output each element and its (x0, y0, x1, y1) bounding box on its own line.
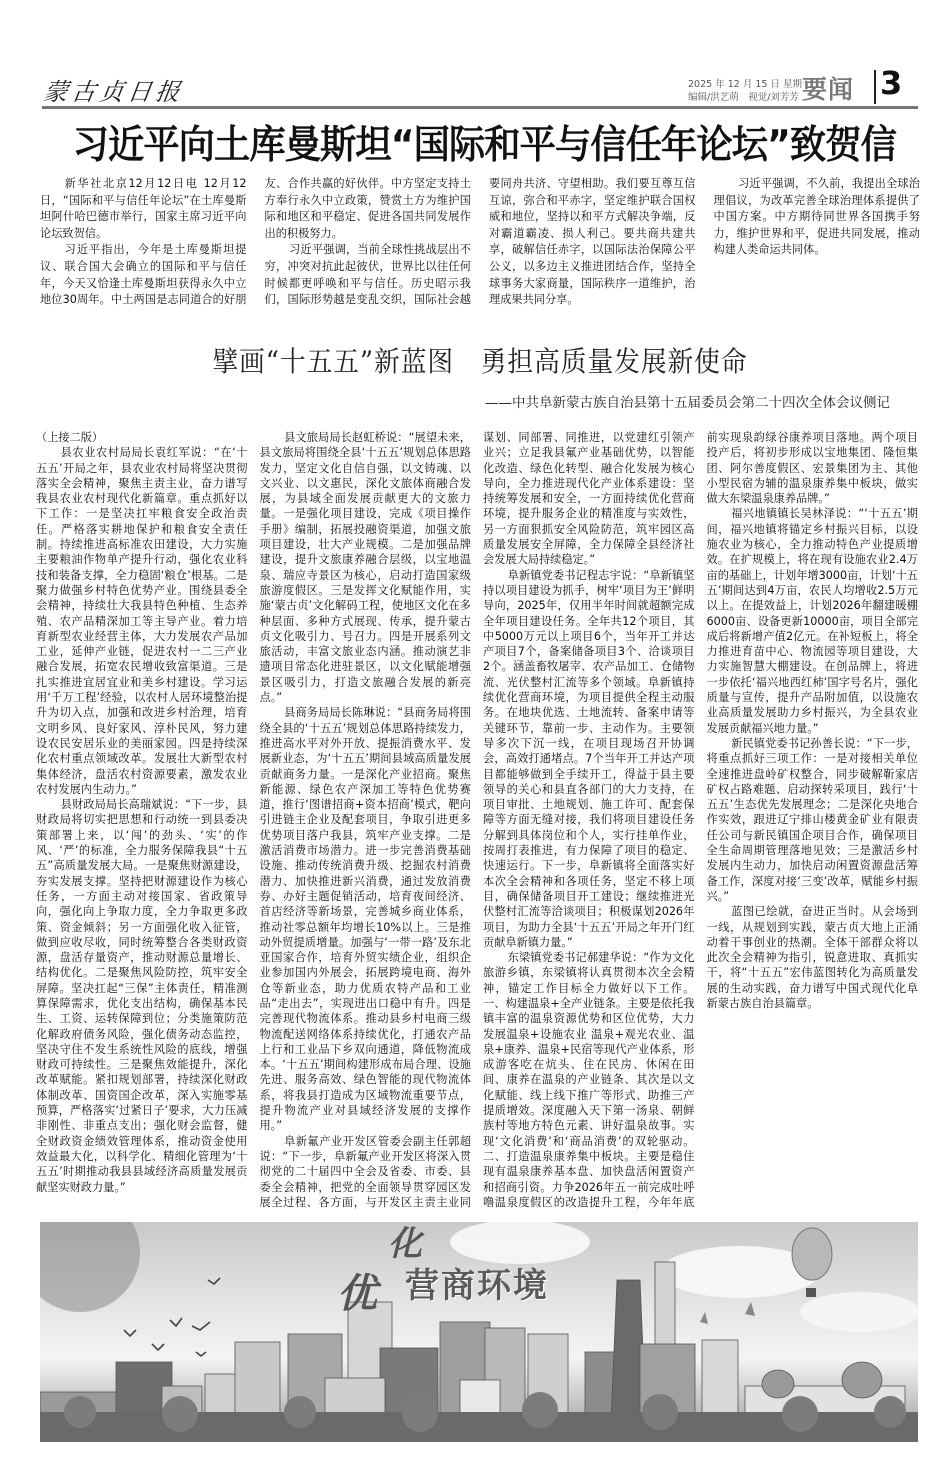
continued-from-note: （上接二版） (36, 431, 104, 444)
feature-article-body (36, 430, 918, 1220)
tree-foliage (40, 1222, 140, 1312)
feature-headline: 擘画“十五五”新蓝图 勇担高质量发展新使命 (212, 345, 748, 378)
butterfly-icon (700, 1302, 755, 1324)
issue-info (688, 78, 811, 104)
issue-date: 2025 年 12 月 15 日 星期一 (688, 79, 812, 90)
lead-paragraph: 习近平指出，今年是土库曼斯坦提议、联合国大会确立的国际和平与信任年，今天又恰逢土库曼斯坦获得永久中立地位30周年。中土两国是志同道合的好朋友、合作共赢的好伙伴。中方坚定支持土方奉行永久中立政策，赞赏土方为维护国际和地区和平稳定、促进各国共同发展作出的积极努力。 (40, 177, 471, 307)
city-skyline-illustration (40, 1222, 918, 1442)
lead-paragraph: 新华社北京12月12日电 12月12日，“国际和平与信任年论坛”在土库曼斯坦阿什哈巴德市举行，国家主席习近平向论坛致贺信。 (40, 177, 247, 240)
section-divider (874, 70, 876, 104)
newspaper-logo: 蒙古贞日报 (41, 78, 186, 106)
feature-paragraph: 东梁镇党委书记郝建华说：“作为文化旅游乡镇，东梁镇将认真贯彻本次全会精神，锚定工作目标全力做好以下工作。一、构建温泉+全产业链条。主要是依托我镇丰富的温泉资源优势和区位优势，大力发展温泉+设施农业 温泉+观光农业、温泉+康养、温泉+民宿等现代产业体系，形成游客吃在炕头、住在民房、休闲在田间、康养在温泉的产业链条、其次是以文化赋能、线上线下推广等形式、助推三产提质增效。深度融入天下第一汤泉、朝鲜族村等地方特色元素、讲好温泉故事。实现‘文化消费’和‘商品消费’的双轮驱动。二、打造温泉康养集中板块。主要是稳住现有温泉康养基本盘、加快盘活闲置资产和招商引资。力争2026年五一前完成吐呼噜温泉度假区的改造提升工程，今年年底前实现泉韵绿谷康养项目落地。两个项目投产后，将初步形成以宝地集团、隆恒集团、阿尔善度假区、宏景集团为主、其他小型民宿为辅的温泉康养集中板块，做实做大东梁温泉康养品牌。” (483, 431, 918, 1209)
feature-paragraph: 县农业农村局局长袁红军说：“在‘十五五’开局之年，县农业农村局将坚决贯彻落实全会精神，聚焦主责主业，奋力谱写我县农业农村现代化新篇章。重点抓好以下工作：一是坚决扛牢粮食安全政治责任。严格落实耕地保护和粮食安全责任制。持续推进高标准农田建设，大力实施主要粮油作物单产提升行动，强化农业科技和装备支撑，全力稳固‘粮仓’根基。二是聚力做强乡村特色优势产业。围绕县委全会精神，持续壮大我县特色种植、生态养殖、农产品精深加工等主导产业。着力培育新型农业经营主体，大力发展农产品加工业，延伸产业链，促进农村一二三产业融合发展，拓宽农民增收致富渠道。三是扎实推进宜居宜业和美乡村建设。学习运用‘千万工程’经验，以农村人居环境整治提升为切入点，加强和改进乡村治理，培育文明乡风、良好家风、淳朴民风，努力建设农民安居乐业的美丽家园。四是持续深化农村重点领域改革。发展壮大新型农村集体经济，盘活农村资源要素，激发农业农村发展内生动力。” (36, 446, 248, 796)
lead-paragraph: 习近平强调，不久前，我提出全球治理倡议，为改革完善全球治理体系提供了中国方案。中方期待同世界各国携手努力，维护世界和平，促进共同发展，推动构建人类命运共同体。 (713, 177, 920, 257)
feature-paragraph: 福兴地镇镇长吴林泽说：“‘十五五’期间，福兴地镇将锚定乡村振兴目标，以设施农业为核心，全力推动特色产业提质增效。在扩规模上，将在现有设施农业2.4万亩的基础上，计划年增3000亩，计划‘十五五’期间达到4万亩，农民人均增收2.5万元以上。在提效益上，计划2026年翻建暖棚6000亩、设备更新10000亩，项目全部完成后将新增产值2亿元。在补短板上，将全力推进育苗中心、物流园等项目建设，大力实施智慧大棚建设。在创品牌上，将进一步依托‘福兴地西红柿’国字号名片，强化质量与宣传，提升产品附加值，以设施农业高质量发展助力乡村振兴，为全县农业发展贡献福兴地力量。” (706, 507, 918, 735)
feature-subheadline: ——中共阜新蒙古族自治县第十五届委员会第二十四次全体会议侧记 (485, 395, 890, 411)
banner-title-char-1: 优 (337, 1270, 377, 1317)
lead-headline: 习近平向土库曼斯坦“国际和平与信任年论坛”致贺信 (72, 123, 896, 168)
business-environment-banner (40, 1222, 918, 1442)
issue-editors: 编辑/洪艺萌 视觉/刘芳芳 (688, 92, 799, 103)
banner-title-char-2: 化 (388, 1224, 422, 1264)
feature-paragraph: 县财政局局长高瑞斌说：“下一步，县财政局将切实把思想和行动统一到县委决策部署上来，以‘闯’的劲头、‘实’的作风、‘严’的标准，全力服务保障我县“十五五”高质量发展大局。一是聚焦财源建设，夯实发展支撑。坚持把财源建设作为核心任务，一方面主动对接国家、省政策导向，强化向上争取力度，全力争取更多政策、资金倾斜；另一方面强化收入征管，做到应收尽收，同时统筹整合各类财政资源，盘活存量资产，推动财源总量增长、结构优化。二是聚焦风险防控，筑牢安全屏障。坚决扛起“三保”主体责任，精准测算保障需求，优化支出结构，确保基本民生、工资、运转保障到位；分类施策防范化解政府债务风险，强化债务动态监控，坚决守住不发生系统性风险的底线，增强财政可持续性。三是聚焦效能提升，深化改革赋能。紧扣规划部署，持续深化财政体制改革、国资国企改革，深入实施零基预算，严格落实‘过紧日子’要求，大力压减非刚性、非重点支出；强化财会监督，健全财政资金绩效管理体系，推动资金使用效益最大化，以科学化、精细化管理为‘十五五’时期推动我县县域经济高质量发展贡献坚实财政力量。” (36, 798, 248, 1194)
section-name: 要闻 (802, 75, 855, 104)
feature-paragraph: 阜新氟产业开发区管委会副主任郭超说：“下一步，阜新氟产业开发区将深入贯彻党的二十届四中全会及省委、市委、县委全会精神，把党的全面领导贯穿园区发展全过程、各方面，与开发区主责主业同谋划、同部署、同推进，以党建红引领产业兴；立足我县氟产业基础优势，以智能化改造、绿色化转型、融合化发展为核心导向，全力推进现代化产业体系建设：坚持统筹发展和安全，一方面持续优化营商环境，提升服务企业的精准度与实效性，另一方面狠抓安全风险防范，筑牢园区高质量发展安全屏障，全力保障全县经济社会发展大局持续稳定。” (259, 431, 695, 1209)
cloud (800, 1292, 918, 1332)
banner-title: 营商环境 (405, 1266, 549, 1306)
feature-paragraph: 新民镇党委书记孙善长说：“下一步，将重点抓好三项工作：一是对接相关单位全速推进盘岭矿权整合，同步破解靳家店矿权占路难题、启动探转采项目，践行‘十五五’生态优先发展理念；二是深化央地合作实效，跟进辽宁排山楼黄金矿业有限责任公司与新民镇国企项目合作，确保项目全生命周期管理落地见效；三是激活乡村发展内生动力，加快启动闲置资源盘活筹备工作，深度对接‘三变’改革，赋能乡村振兴。” (706, 736, 918, 903)
feature-paragraph: 蓝图已绘就，奋进正当时。从会场到一线，从规划到实践，蒙古贞大地上正涌动着干事创业的热潮。全体干部群众将以此次全会精神为指引，锐意进取、真抓实干，将“十五五”宏伟蓝图转化为高质量发展的生动实践，奋力谱写中国式现代化阜新蒙古族自治县篇章。 (706, 905, 918, 1010)
feature-paragraph: 阜新镇党委书记程志宇说：“阜新镇坚持以项目建设为抓手，树牢‘项目为王’鲜明导向，2025年，仅用半年时间就超额完成全年项目建设任务。全年共12个项目，其中5000万元以上项目6个，当年开工并达产项目7个，备案储备项目3个、洽谈项目2个。涵盖畜牧屠宰、农产品加工、仓储物流、光伏整村汇流等多个领域。阜新镇持续优化营商环境，为项目提供全程主动服务。在地块优选、土地流转、备案申请等关键环节，靠前一步、主动作为。主要领导多次下沉一线，在项目现场召开协调会，高效打通堵点。7个当年开工并达产项目都能够做到全手续开工，得益于县主要领导的关心和县直各部门的大力支持，在项目审批、土地规划、施工许可、配套保障等方面无缝对接，我们将项目建设任务分解到具体岗位和个人，实行挂单作业，按周打表推进，有力保障了项目的稳定、快速运行。下一步，阜新镇将全面落实好本次全会精神和各项任务，坚定不移上项目，确保储备项目开工建设；继续推进光伏整村汇流等洽谈项目；积极谋划2026年项目，为助力全县‘十五五’开局之年开门红贡献阜新镇力量。” (483, 568, 695, 949)
birds-icon (124, 1278, 220, 1356)
feature-paragraph: 县文旅局局长赵虹桥说：“展望未来，县文旅局将围绕全县‘十五五’规划总体思路发力，坚定文化自信自强，以文铸魂、以文兴业、以文惠民，深化文旅体商融合发展，为县域全面发展贡献更大的文旅力量。一是强化项目建设，完成《项目操作手册》编制，拓展投融资渠道，加强文旅项目建设，壮大产业规模。二是加强品牌建设，提升文旅康养融合层级，以宝地温泉、瑞应寺景区为核心，启动打造国家级旅游度假区。三是发挥文化赋能作用，实施‘蒙古贞’文化解码工程，使地区文化在多种层面、多种方式展现、传承，提升蒙古贞文化吸引力、号召力。四是开展系列文旅活动，丰富文旅业态内涵。推动演艺非遗项目常态化进驻景区，以文化赋能增强景区吸引力，打造文旅融合发展的新亮点。” (259, 431, 471, 705)
feature-paragraph: 县商务局局长陈琳说：“县商务局将围绕全县的‘十五五’规划总体思路持续发力，推进高水平对外开放、提振消费水平、发展新业态，为‘十五五’期间县域高质量发展贡献商务力量。一是深化产业招商。聚焦新能源、绿色农产深加工等特色优势赛道，推行‘图谱招商+资本招商’模式，靶向引进链主企业及配套项目，争取引进更多优势项目落户我县，筑牢产业支撑。二是激活消费市场潜力。进一步完善消费基础设施、推动传统消费升级、挖掘农村消费潜力、加快推进新兴消费，通过发放消费券、办好主题促销活动，培育夜间经济、首店经济等新场景，完善城乡商业体系，推动社零总额年均增长10%以上。三是推动外贸提质增量。加强与‘一带一路’及东北亚国家合作，培育外贸实绩企业，组织企业参加国内外展会，拓展跨境电商、海外仓等新业态，助力优质农特产品和工业品“走出去”，实现进出口稳中有升。四是完善现代物流体系。推动县乡村电商三级物流配送网络体系持续优化，打通农产品上行和工业品下乡双向通道，降低物流成本。‘十五五’期间构建形成布局合理、设施先进、服务高效、绿色智能的现代物流体系，将我县打造成为区域物流重要节点，提升物流产业对县域经济发展的支撑作用。” (259, 706, 471, 1133)
masthead-rule (42, 106, 918, 109)
lead-paragraph: 习近平强调，当前全球性挑战层出不穷，冲突对抗此起彼伏，世界比以往任何时候都更呼唤和平与信任。历史昭示我们，国际形势越是变乱交织，国际社会越要同舟共济、守望相助。我们要互尊互信互谅，弥合和平赤字，坚定维护联合国权威和地位，坚持以和平方式解决争端，反对霸道霸凌、损人利己。要共商共建共享，破解信任赤字，以国际法治保障公平公义，以多边主义推进团结合作，坚持全球事务大家商量，国际秩序一道维护，治理成果共同分享。 (264, 177, 696, 307)
page-number: 3 (880, 64, 903, 102)
lead-article-body (40, 176, 920, 316)
